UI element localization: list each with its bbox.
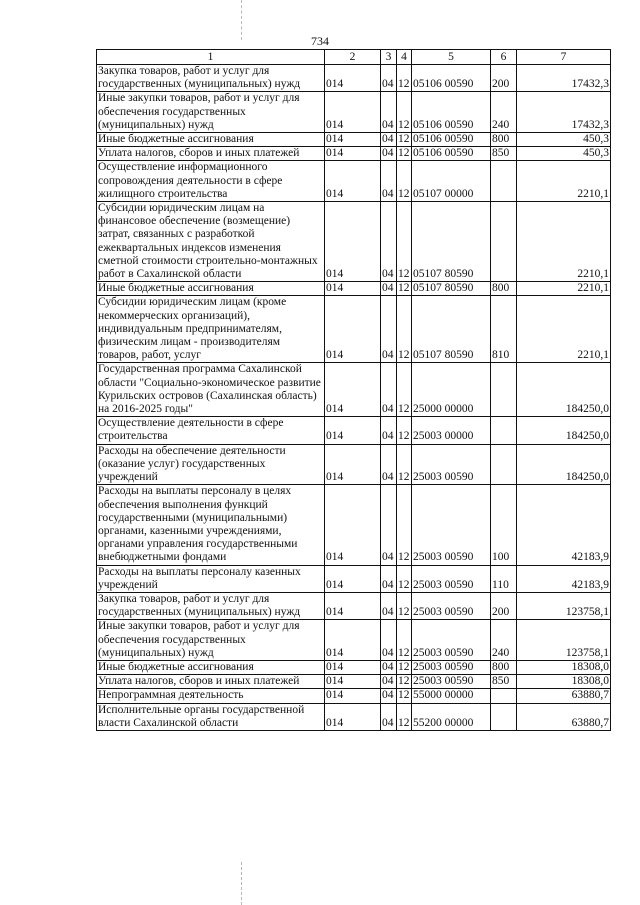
row-name-cell: Иные бюджетные ассигнования (97, 660, 325, 674)
section-code-cell: 04 (381, 565, 397, 592)
target-article-cell: 25003 00590 (412, 660, 491, 674)
row-name-cell: Иные закупки товаров, работ и услуг для обеспечения государственных (муниципальных) нужд (97, 92, 325, 133)
expense-type-cell (491, 444, 517, 485)
ministry-code-cell: 014 (325, 202, 381, 282)
target-article-cell: 05107 80590 (412, 202, 491, 282)
amount-cell: 184250,0 (517, 417, 611, 444)
budget-table (96, 49, 611, 731)
target-article-cell: 25003 00590 (412, 675, 491, 689)
column-header: 3 (381, 50, 397, 65)
scan-artifact-line-bottom (241, 862, 242, 905)
row-name-cell: Закупка товаров, работ и услуг для государственных (муниципальных) нужд (97, 592, 325, 619)
row-name-cell: Расходы на выплаты персоналу в целях обеспечения выполнения функций государственными (муниципальными) органами, казенными учреждениями, органами управления государственными внебюджетными фондами (97, 485, 325, 565)
ministry-code-cell: 014 (325, 565, 381, 592)
expense-type-cell: 800 (491, 660, 517, 674)
target-article-cell: 25000 00000 (412, 363, 491, 417)
table-row (97, 282, 611, 296)
expense-type-cell (491, 161, 517, 202)
column-header: 2 (325, 50, 381, 65)
target-article-cell: 05107 80590 (412, 296, 491, 363)
expense-type-cell: 850 (491, 675, 517, 689)
expense-type-cell: 240 (491, 92, 517, 133)
amount-cell: 42183,9 (517, 565, 611, 592)
target-article-cell: 25003 00590 (412, 565, 491, 592)
subsection-code-cell: 12 (397, 65, 412, 92)
ministry-code-cell: 014 (325, 417, 381, 444)
expense-type-cell (491, 703, 517, 730)
section-code-cell: 04 (381, 417, 397, 444)
section-code-cell: 04 (381, 444, 397, 485)
amount-cell: 63880,7 (517, 689, 611, 703)
row-name-cell: Государственная программа Сахалинской области "Социально-экономическое развитие Курильских островов (Сахалинская область) на 2016-2025 годы" (97, 363, 325, 417)
row-name-cell: Субсидии юридическим лицам на финансовое обеспечение (возмещение) затрат, связанных с разработкой ежеквартальных индексов изменения сметной стоимости строительно-монтажных работ в Сахалинской области (97, 202, 325, 282)
table-row (97, 703, 611, 730)
expense-type-cell: 110 (491, 565, 517, 592)
expense-type-cell: 200 (491, 65, 517, 92)
row-name-cell: Субсидии юридическим лицам (кроме некоммерческих организаций), индивидуальным предпринимателям, физическим лицам - производителям товаров, работ, услуг (97, 296, 325, 363)
subsection-code-cell: 12 (397, 565, 412, 592)
ministry-code-cell: 014 (325, 675, 381, 689)
column-number-header-row (97, 50, 611, 65)
expense-type-cell (491, 202, 517, 282)
subsection-code-cell: 12 (397, 296, 412, 363)
amount-cell: 17432,3 (517, 92, 611, 133)
column-header: 1 (97, 50, 325, 65)
expense-type-cell: 850 (491, 147, 517, 161)
ministry-code-cell: 014 (325, 444, 381, 485)
expense-type-cell (491, 363, 517, 417)
section-code-cell: 04 (381, 92, 397, 133)
ministry-code-cell: 014 (325, 660, 381, 674)
row-name-cell: Уплата налогов, сборов и иных платежей (97, 675, 325, 689)
row-name-cell: Закупка товаров, работ и услуг для государственных (муниципальных) нужд (97, 65, 325, 92)
target-article-cell: 05106 00590 (412, 147, 491, 161)
expense-type-cell (491, 689, 517, 703)
ministry-code-cell: 014 (325, 296, 381, 363)
amount-cell: 450,3 (517, 147, 611, 161)
expense-type-cell: 200 (491, 592, 517, 619)
section-code-cell: 04 (381, 147, 397, 161)
ministry-code-cell: 014 (325, 689, 381, 703)
amount-cell: 17432,3 (517, 65, 611, 92)
section-code-cell: 04 (381, 133, 397, 147)
target-article-cell: 25003 00590 (412, 592, 491, 619)
amount-cell: 18308,0 (517, 660, 611, 674)
section-code-cell: 04 (381, 703, 397, 730)
subsection-code-cell: 12 (397, 485, 412, 565)
table-row (97, 592, 611, 619)
table-row (97, 92, 611, 133)
target-article-cell: 05106 00590 (412, 133, 491, 147)
ministry-code-cell: 014 (325, 592, 381, 619)
expense-type-cell: 240 (491, 620, 517, 661)
expense-type-cell: 100 (491, 485, 517, 565)
table-row (97, 620, 611, 661)
section-code-cell: 04 (381, 592, 397, 619)
subsection-code-cell: 12 (397, 444, 412, 485)
column-header: 6 (491, 50, 517, 65)
table-row (97, 675, 611, 689)
row-name-cell: Иные бюджетные ассигнования (97, 282, 325, 296)
page-number: 734 (311, 34, 329, 48)
subsection-code-cell: 12 (397, 363, 412, 417)
subsection-code-cell: 12 (397, 161, 412, 202)
expense-type-cell (491, 417, 517, 444)
target-article-cell: 25003 00590 (412, 485, 491, 565)
amount-cell: 184250,0 (517, 444, 611, 485)
subsection-code-cell: 12 (397, 417, 412, 444)
expense-type-cell: 800 (491, 133, 517, 147)
subsection-code-cell: 12 (398, 660, 410, 673)
section-code-cell: 04 (381, 282, 397, 296)
column-header: 5 (412, 50, 491, 65)
amount-cell: 184250,0 (517, 363, 611, 417)
section-code-cell: 04 (381, 620, 397, 661)
ministry-code-cell: 014 (325, 620, 381, 661)
amount-cell: 123758,1 (517, 592, 611, 619)
subsection-code-cell: 12 (397, 592, 412, 619)
subsection-code-cell: 12 (397, 620, 412, 661)
column-header: 4 (397, 50, 412, 65)
table-row (97, 363, 611, 417)
subsection-code-cell: 12 (397, 703, 412, 730)
target-article-cell: 05106 00590 (412, 92, 491, 133)
table-row (97, 660, 611, 674)
table-row (97, 689, 611, 703)
amount-cell: 450,3 (517, 133, 611, 147)
table-row (97, 444, 611, 485)
section-code-cell: 04 (381, 65, 397, 92)
table-row (97, 296, 611, 363)
ministry-code-cell: 014 (325, 282, 381, 296)
amount-cell: 2210,1 (517, 282, 611, 296)
amount-cell: 42183,9 (517, 485, 611, 565)
amount-cell: 63880,7 (517, 703, 611, 730)
row-name-cell: Иные бюджетные ассигнования (97, 133, 325, 147)
section-code-cell: 04 (381, 660, 397, 674)
row-name-cell: Осуществление информационного сопровождения деятельности в сфере жилищного строительства (97, 161, 325, 202)
row-name-cell: Уплата налогов, сборов и иных платежей (97, 147, 325, 161)
target-article-cell: 25003 00590 (412, 620, 491, 661)
target-article-cell: 25003 00590 (412, 444, 491, 485)
ministry-code-cell: 014 (325, 147, 381, 161)
amount-cell: 123758,1 (517, 620, 611, 661)
subsection-code-cell: 12 (398, 689, 410, 702)
amount-cell: 2210,1 (517, 202, 611, 282)
target-article-cell: 05107 80590 (412, 282, 491, 296)
row-name-cell: Иные закупки товаров, работ и услуг для обеспечения государственных (муниципальных) нужд (97, 620, 325, 661)
row-name-cell: Непрограммная деятельность (97, 689, 325, 703)
ministry-code-cell: 014 (325, 363, 381, 417)
ministry-code-cell: 014 (325, 703, 381, 730)
row-name-cell: Расходы на обеспечение деятельности (оказание услуг) государственных учреждений (97, 444, 325, 485)
amount-cell: 2210,1 (517, 161, 611, 202)
amount-cell: 2210,1 (517, 296, 611, 363)
ministry-code-cell: 014 (325, 65, 381, 92)
section-code-cell: 04 (381, 363, 397, 417)
expense-type-cell: 810 (491, 296, 517, 363)
section-code-cell: 04 (381, 202, 397, 282)
subsection-code-cell: 12 (397, 92, 412, 133)
subsection-code-cell: 12 (398, 133, 410, 146)
table-row (97, 565, 611, 592)
subsection-code-cell: 12 (398, 282, 410, 295)
section-code-cell: 04 (381, 675, 397, 689)
table-body (97, 65, 611, 731)
subsection-code-cell: 12 (398, 675, 410, 688)
table-row (97, 65, 611, 92)
section-code-cell: 04 (381, 161, 397, 202)
amount-cell: 18308,0 (517, 675, 611, 689)
row-name-cell: Осуществление деятельности в сфере строительства (97, 417, 325, 444)
target-article-cell: 55200 00000 (412, 703, 491, 730)
target-article-cell: 25003 00000 (412, 417, 491, 444)
table-row (97, 147, 611, 161)
target-article-cell: 55000 00000 (412, 689, 491, 703)
column-header: 7 (517, 50, 611, 65)
section-code-cell: 04 (381, 296, 397, 363)
section-code-cell: 04 (381, 485, 397, 565)
target-article-cell: 05107 00000 (412, 161, 491, 202)
section-code-cell: 04 (381, 689, 397, 703)
table-row (97, 417, 611, 444)
expense-type-cell: 800 (491, 282, 517, 296)
table-row (97, 202, 611, 282)
row-name-cell: Расходы на выплаты персоналу казенных учреждений (97, 565, 325, 592)
subsection-code-cell: 12 (398, 147, 410, 160)
ministry-code-cell: 014 (325, 161, 381, 202)
ministry-code-cell: 014 (325, 133, 381, 147)
table-row (97, 485, 611, 565)
ministry-code-cell: 014 (325, 485, 381, 565)
ministry-code-cell: 014 (325, 92, 381, 133)
target-article-cell: 05106 00590 (412, 65, 491, 92)
table-row (97, 161, 611, 202)
row-name-cell: Исполнительные органы государственной власти Сахалинской области (97, 703, 325, 730)
table-row (97, 133, 611, 147)
subsection-code-cell: 12 (397, 202, 412, 282)
